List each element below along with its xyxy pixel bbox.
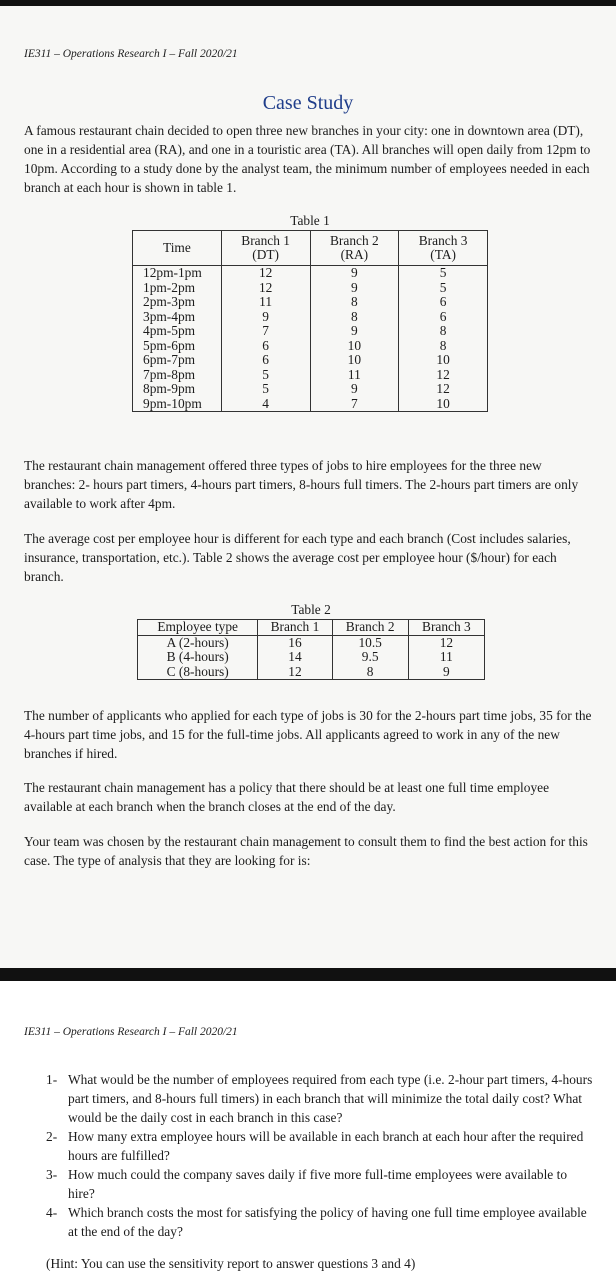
question-item	[46, 1127, 596, 1165]
table2-row	[138, 665, 485, 680]
questions-list	[46, 1070, 596, 1241]
table1-header-branch2: Branch 2 (RA)	[310, 231, 399, 266]
table2-row	[138, 635, 485, 650]
hint-text: (Hint: You can use the sensitivity report to answer questions 3 and 4)	[46, 1256, 416, 1271]
table2-type-cell: C (8-hours)	[138, 665, 258, 680]
table1-time-cell: 7pm-8pm	[133, 368, 222, 383]
table1-value-cell: 9	[310, 281, 399, 296]
table1-time-cell: 9pm-10pm	[133, 397, 222, 412]
table1-value-cell: 8	[310, 295, 399, 310]
table1-time-cell: 6pm-7pm	[133, 353, 222, 368]
table2-header-branch2: Branch 2	[332, 620, 408, 636]
table1-time-cell: 8pm-9pm	[133, 382, 222, 397]
question-text: What would be the number of employees required from each type (i.e. 2-hour part timers, 4-hours part timers, and 8-hours full timers) in each branch that will minimize the total daily cost? What would be the daily cost in each branch in this case?	[68, 1072, 593, 1125]
table1-value-cell: 6	[399, 310, 488, 325]
question-text: How much could the company saves daily if five more full-time employees were available to hire?	[68, 1167, 568, 1201]
table1-value-cell: 7	[221, 324, 310, 339]
question-item	[46, 1165, 596, 1203]
table1-caption: Table 1	[290, 213, 330, 228]
table1-value-cell: 9	[310, 382, 399, 397]
table1-value-cell: 12	[399, 368, 488, 383]
question-number: 2-	[46, 1129, 58, 1144]
table2-value-cell: 11	[408, 650, 484, 665]
table1-value-cell: 9	[310, 324, 399, 339]
table2-row	[138, 650, 485, 665]
applicants-paragraph: The number of applicants who applied for each type of jobs is 30 for the 2-hours part time jobs, 35 for the 4-hours part time jobs, and 15 for the full-time jobs. All applicants agreed to work in any of the new branches if hired.	[24, 708, 592, 761]
question-number: 1-	[46, 1072, 58, 1087]
table1-value-cell: 8	[399, 339, 488, 354]
policy-paragraph: The restaurant chain management has a policy that there should be at least one full time employee available at each branch when the branch closes at the end of the day.	[24, 780, 550, 814]
page-title: Case Study	[262, 92, 354, 114]
table2-type-cell: B (4-hours)	[138, 650, 258, 665]
table1-value-cell: 10	[310, 353, 399, 368]
table1-value-cell: 9	[310, 266, 399, 281]
table1-time-cell: 4pm-5pm	[133, 324, 222, 339]
table1-value-cell: 12	[221, 281, 310, 296]
table1-value-cell: 6	[221, 339, 310, 354]
table1-value-cell: 4	[221, 397, 310, 412]
table1-value-cell: 9	[221, 310, 310, 325]
table1-row	[133, 353, 488, 368]
table1-value-cell: 11	[221, 295, 310, 310]
table1-row	[133, 339, 488, 354]
team-paragraph: Your team was chosen by the restaurant chain management to consult them to find the best action for this case. The type of analysis that they are looking for is:	[24, 834, 588, 868]
table2-caption: Table 2	[291, 602, 331, 617]
table1-value-cell: 10	[399, 397, 488, 412]
table2-header-branch1: Branch 1	[258, 620, 332, 636]
table2-value-cell: 9.5	[332, 650, 408, 665]
table1-value-cell: 6	[221, 353, 310, 368]
table1-row	[133, 266, 488, 281]
table1-row	[133, 281, 488, 296]
table2-type-cell: A (2-hours)	[138, 635, 258, 650]
table1-header-time: Time	[133, 231, 222, 266]
table1-row	[133, 382, 488, 397]
table1-value-cell: 5	[399, 281, 488, 296]
table1-time-cell: 1pm-2pm	[133, 281, 222, 296]
table1-value-cell: 10	[310, 339, 399, 354]
table1-value-cell: 5	[221, 382, 310, 397]
table1-header-branch1: Branch 1 (DT)	[221, 231, 310, 266]
table1-value-cell: 10	[399, 353, 488, 368]
table2-value-cell: 14	[258, 650, 332, 665]
table1-value-cell: 6	[399, 295, 488, 310]
cost-paragraph: The average cost per employee hour is different for each type and each branch (Cost includes salaries, insurance, transportation, etc.). Table 2 shows the average cost per employee hour ($/hour) for each branch.	[24, 531, 571, 584]
question-item	[46, 1203, 596, 1241]
table1-header-branch3: Branch 3 (TA)	[399, 231, 488, 266]
table1-time-cell: 2pm-3pm	[133, 295, 222, 310]
table1-value-cell: 8	[399, 324, 488, 339]
table2-header-row	[138, 620, 485, 636]
intro-paragraph: A famous restaurant chain decided to open three new branches in your city: one in downtown area (DT), one in a residential area (RA), and one in a touristic area (TA). All branches will open daily from 12pm to 10pm. According to a study done by the analyst team, the minimum number of employees needed in each branch at each hour is shown in table 1.	[24, 123, 591, 195]
question-text: Which branch costs the most for satisfying the policy of having one full time employee available at the end of the day?	[68, 1205, 587, 1239]
table1-row	[133, 368, 488, 383]
table1-value-cell: 7	[310, 397, 399, 412]
table1-time-cell: 12pm-1pm	[133, 266, 222, 281]
question-number: 3-	[46, 1167, 58, 1182]
question-item	[46, 1070, 596, 1127]
table1-value-cell: 8	[310, 310, 399, 325]
table2-header-branch3: Branch 3	[408, 620, 484, 636]
table1-row	[133, 295, 488, 310]
table2-value-cell: 10.5	[332, 635, 408, 650]
table2-value-cell: 16	[258, 635, 332, 650]
table2-value-cell: 12	[258, 665, 332, 680]
table1-row	[133, 324, 488, 339]
page-separator	[0, 968, 616, 981]
table2-cost-per-hour	[137, 619, 485, 680]
table1-row	[133, 310, 488, 325]
table1-value-cell: 11	[310, 368, 399, 383]
table1-header-row	[133, 231, 488, 266]
table1-row	[133, 397, 488, 412]
table2-value-cell: 8	[332, 665, 408, 680]
question-text: How many extra employee hours will be available in each branch at each hour after the required hours are fulfilled?	[68, 1129, 584, 1163]
question-number: 4-	[46, 1205, 58, 1220]
page2-header: IE311 – Operations Research I – Fall 2020/21	[24, 1026, 238, 1038]
table2-header-type: Employee type	[138, 620, 258, 636]
table1-time-cell: 3pm-4pm	[133, 310, 222, 325]
table2-value-cell: 9	[408, 665, 484, 680]
table1-value-cell: 12	[399, 382, 488, 397]
jobs-paragraph: The restaurant chain management offered three types of jobs to hire employees for the three new branches: 2- hours part timers, 4-hours part timers, 8-hours full timers. The 2-hours part timers are only available to work after 4pm.	[24, 458, 579, 511]
table2-value-cell: 12	[408, 635, 484, 650]
table1-min-employees	[132, 230, 488, 412]
table1-value-cell: 5	[221, 368, 310, 383]
table1-value-cell: 5	[399, 266, 488, 281]
table1-value-cell: 12	[221, 266, 310, 281]
table1-time-cell: 5pm-6pm	[133, 339, 222, 354]
page-header: IE311 – Operations Research I – Fall 2020/21	[24, 48, 238, 60]
